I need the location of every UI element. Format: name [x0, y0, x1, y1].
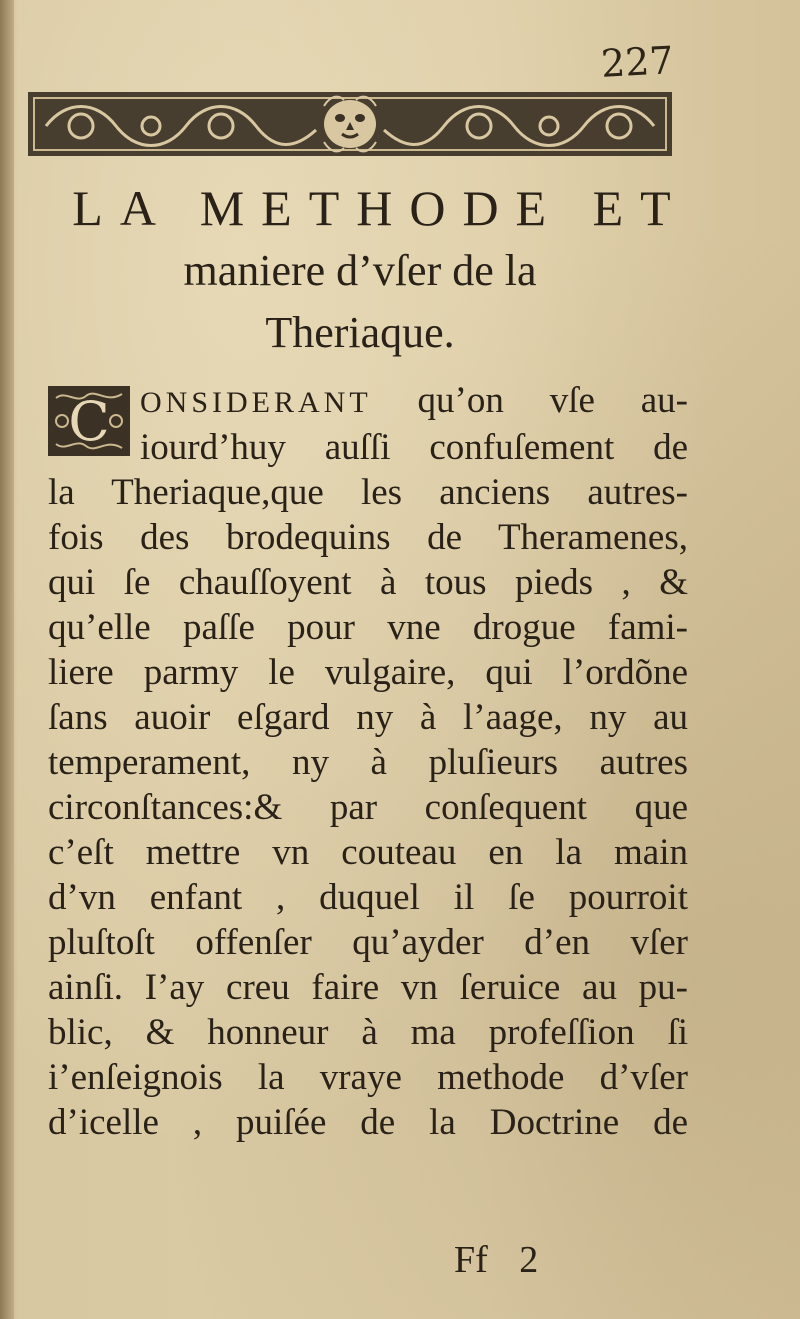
body-line: ainſi. I’ay creu faire vn ſeruice au pu-: [48, 967, 688, 1008]
body-line: liere parmy le vulgaire, qui l’ordõne: [48, 652, 688, 693]
chapter-title: [0, 176, 720, 364]
body-line: [48, 378, 688, 425]
body-line: i’enſeignois la vraye methode d’vſer: [48, 1057, 688, 1098]
title-line-3: Theriaque.: [265, 308, 455, 357]
smallcaps-word: ONSIDERANT: [140, 386, 372, 419]
body-line: ſans auoir eſgard ny à l’aage, ny au: [48, 697, 688, 738]
title-line-1: LA METHODE ET: [72, 180, 688, 236]
foliage-ornament-icon: [26, 86, 674, 162]
body-line: qu’elle paſſe pour vne drogue fami-: [48, 607, 688, 648]
title-line-2: maniere d’vſer de la: [183, 246, 537, 295]
body-line: blic, & honneur à ma profeſſion ſi: [48, 1012, 688, 1053]
body-text: [48, 378, 688, 1145]
body-line: d’vn enfant , duquel il ſe pourroit: [48, 877, 688, 918]
headpiece-ornament: [26, 86, 674, 162]
body-line: qui ſe chauſſoyent à tous pieds , &: [48, 562, 688, 603]
signature-mark: Ff 2: [454, 1239, 539, 1281]
first-line-rest: qu’on vſe au-: [417, 380, 688, 421]
page-number: 227: [600, 38, 676, 86]
body-line: pluſtoſt offenſer qu’ayder d’en vſer: [48, 922, 688, 963]
body-line: fois des brodequins de Theramenes,: [48, 517, 688, 558]
body-line: d’icelle , puiſée de la Doctrine de: [48, 1102, 688, 1143]
body-line: temperament, ny à pluſieurs autres: [48, 742, 688, 783]
body-line: c’eſt mettre vn couteau en la main: [48, 832, 688, 873]
body-line: la Theriaque,que les anciens autres-: [48, 472, 688, 513]
body-line: circonſtances:& par conſequent que: [48, 787, 688, 828]
initial-letter: C: [68, 390, 110, 453]
body-line: iourd’huy auſſi confuſement de: [140, 427, 688, 468]
